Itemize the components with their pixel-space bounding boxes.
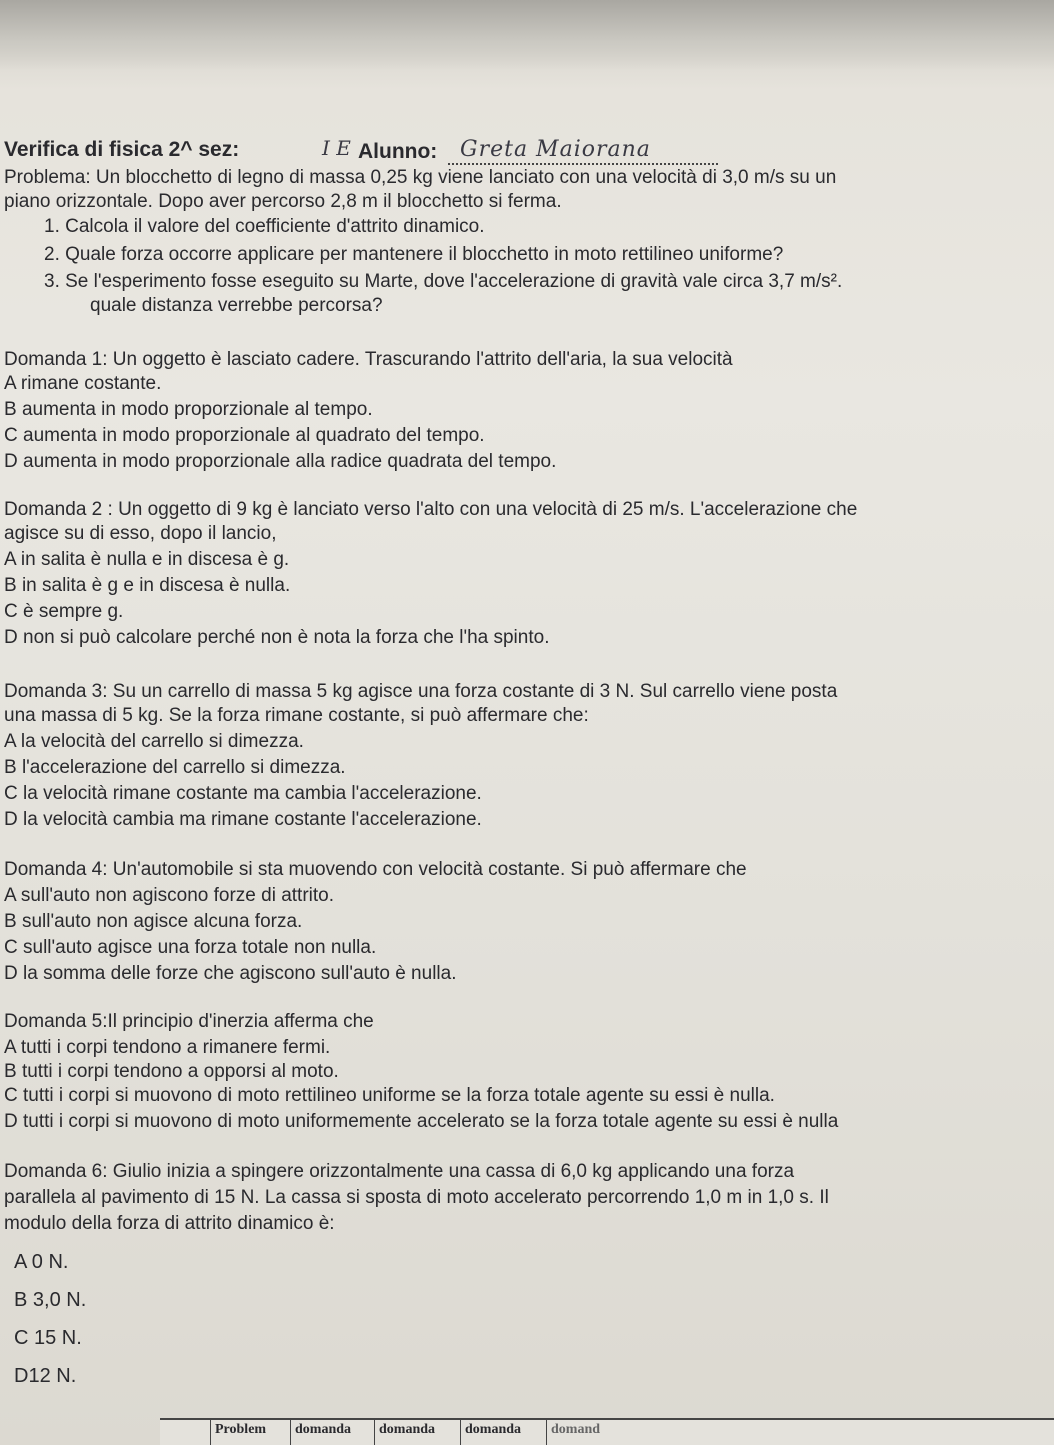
section-value: I E [322,136,351,160]
question-6-option-b: B 3,0 N. [14,1289,87,1311]
question-1-option-d: D aumenta in modo proporzionale alla radice quadrata del tempo. [4,451,557,472]
worksheet-title: Verifica di fisica 2^ sez: [4,138,240,161]
question-4-text: Domanda 4: Un'automobile si sta muovendo con velocità costante. Si può affermare che [4,859,747,880]
score-table-cell: domanda [460,1420,545,1445]
question-1-option-c: C aumenta in modo proporzionale al quadrato del tempo. [4,425,485,446]
question-3-text: Domanda 3: Su un carrello di massa 5 kg agisce una forza costante di 3 N. Sul carrello viene posta [4,681,838,702]
question-3-option-b: B l'accelerazione del carrello si dimezza. [4,757,346,778]
question-6-text-cont: parallela al pavimento di 15 N. La cassa si sposta di moto accelerato percorrendo 1,0 m in 1,0 s. Il [4,1187,829,1208]
question-1-option-a: A rimane costante. [4,373,162,394]
question-4-option-b: B sull'auto non agisce alcuna forza. [4,911,303,932]
question-6-text: Domanda 6: Giulio inizia a spingere orizzontalmente una cassa di 6,0 kg applicando una forza [4,1161,795,1182]
question-2-option-c: C è sempre g. [4,601,124,622]
score-table-cell: domand [546,1420,631,1445]
question-2-option-d: D non si può calcolare perché non è nota la forza che l'ha spinto. [4,627,550,648]
question-2-option-b: B in salita è g e in discesa è nulla. [4,575,291,596]
problem-intro: Problema: Un blocchetto di legno di massa 0,25 kg viene lanciato con una velocità di 3,0 m/s su un [4,167,837,188]
question-5-option-c: C tutti i corpi si muovono di moto rettilineo uniforme se la forza totale agente su essi è nulla. [4,1085,775,1106]
question-3-option-c: C la velocità rimane costante ma cambia l'accelerazione. [4,783,482,804]
question-5-text: Domanda 5:Il principio d'inerzia afferma che [4,1011,374,1032]
question-6-option-d: D12 N. [14,1365,77,1387]
problem-item-3: 3. Se l'esperimento fosse eseguito su Marte, dove l'accelerazione di gravità vale circa 3,7 m/s². [44,271,843,292]
problem-item-2: 2. Quale forza occorre applicare per mantenere il blocchetto in moto rettilineo uniforme? [44,244,784,265]
score-table-cell: Problem [210,1420,291,1445]
question-5-option-a: A tutti i corpi tendono a rimanere fermi. [4,1037,331,1058]
question-6-option-c: C 15 N. [14,1327,82,1349]
question-4-option-c: C sull'auto agisce una forza totale non nulla. [4,937,377,958]
question-1-option-b: B aumenta in modo proporzionale al tempo. [4,399,373,420]
question-2-text-cont: agisce su di esso, dopo il lancio, [4,523,277,544]
question-4-option-d: D la somma delle forze che agiscono sull'auto è nulla. [4,963,457,984]
student-label: Alunno: [358,140,438,163]
question-3-text-cont: una massa di 5 kg. Se la forza rimane costante, si può affermare che: [4,705,589,726]
question-5-option-b: B tutti i corpi tendono a opporsi al moto. [4,1061,339,1082]
question-3-option-a: A la velocità del carrello si dimezza. [4,731,304,752]
score-table-cell: domanda [290,1420,375,1445]
photo-shadow [0,0,1054,70]
problem-item-1: 1. Calcola il valore del coefficiente d'attrito dinamico. [44,216,485,237]
question-2-option-a: A in salita è nulla e in discesa è g. [4,549,290,570]
problem-item-3-cont: quale distanza verrebbe percorsa? [90,295,383,316]
question-4-option-a: A sull'auto non agiscono forze di attrito. [4,885,334,906]
question-2-text: Domanda 2 : Un oggetto di 9 kg è lanciato verso l'alto con una velocità di 25 m/s. L'accelerazione che [4,499,858,520]
question-3-option-d: D la velocità cambia ma rimane costante l'accelerazione. [4,809,482,830]
question-5-option-d: D tutti i corpi si muovono di moto uniformemente accelerato se la forza totale agente su essi è nulla [4,1111,839,1132]
problem-intro-cont: piano orizzontale. Dopo aver percorso 2,8 m il blocchetto si ferma. [4,191,562,212]
question-1-text: Domanda 1: Un oggetto è lasciato cadere. Trascurando l'attrito dell'aria, la sua velocità [4,349,733,370]
student-name: Greta Maiorana [460,137,651,162]
question-6-option-a: A 0 N. [14,1251,69,1273]
question-6-text-cont-2: modulo della forza di attrito dinamico è: [4,1213,335,1234]
score-table-cell: domanda [374,1420,459,1445]
